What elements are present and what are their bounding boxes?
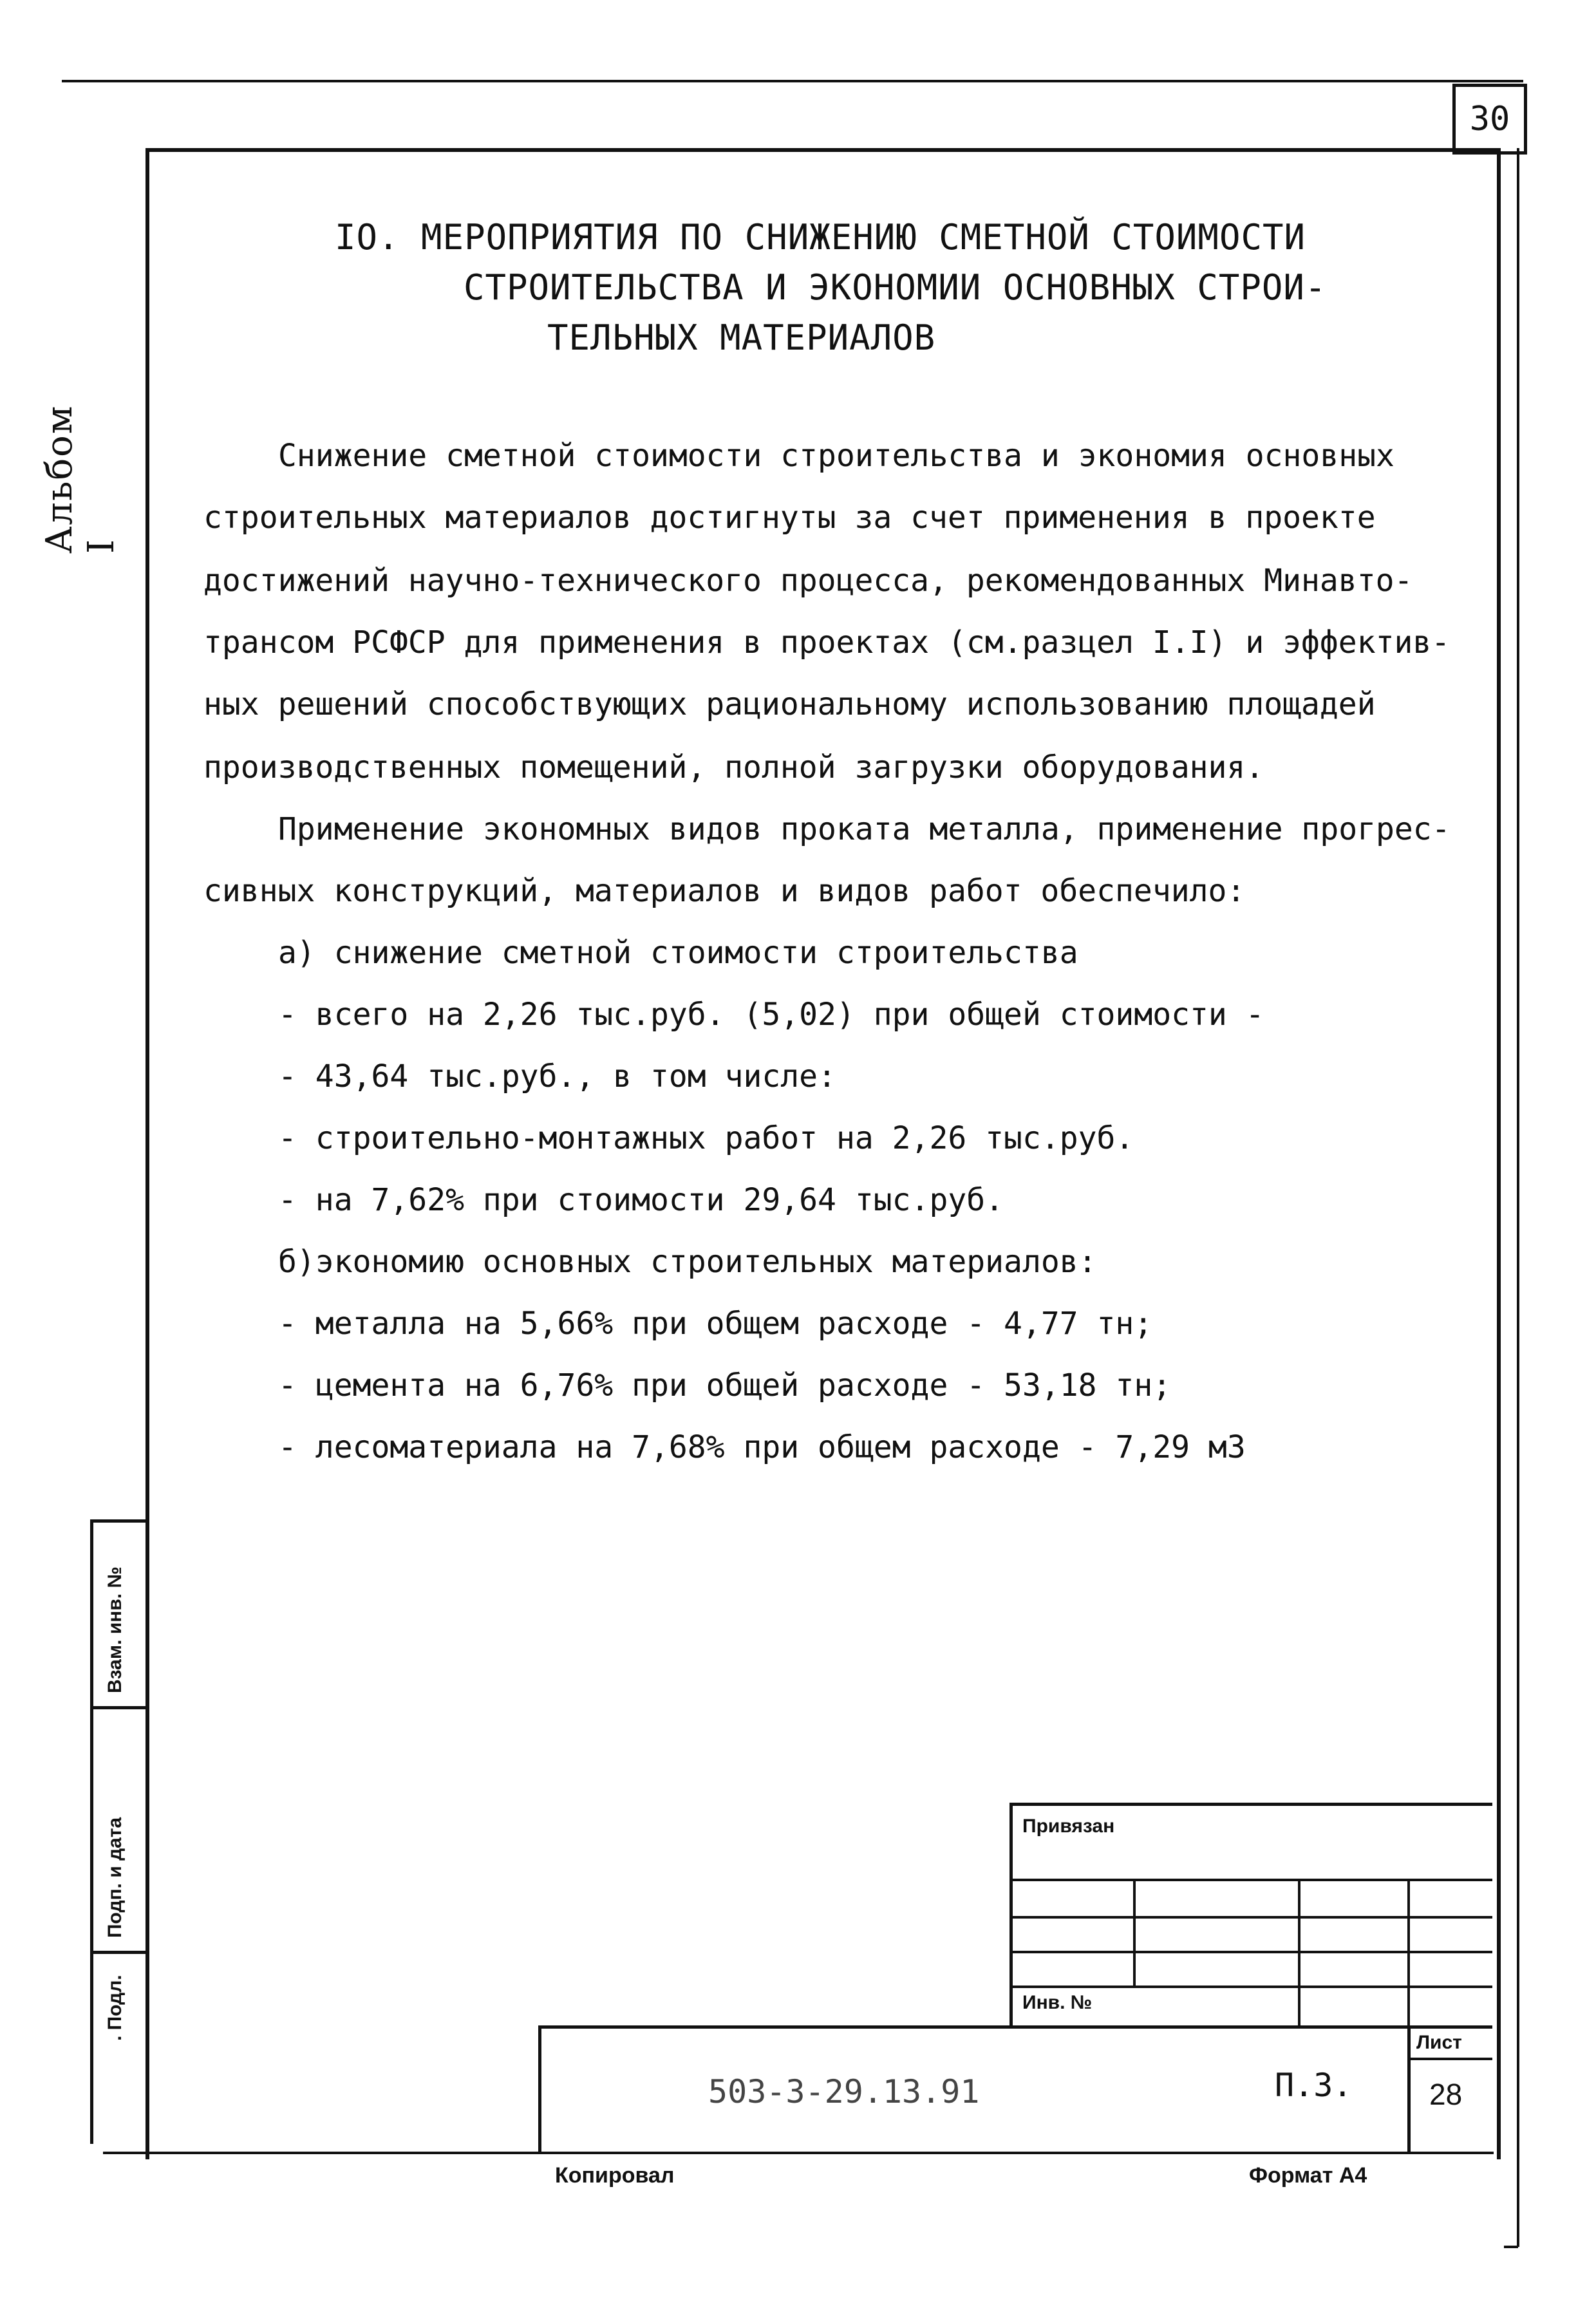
side-row-3	[90, 1951, 148, 1954]
titleblock-bottom	[103, 2152, 1494, 2154]
stamp-row-2	[1009, 1916, 1492, 1919]
side-row-2	[90, 1706, 148, 1709]
title-line-3: ТЕЛЬНЫХ МАТЕРИАЛОВ	[547, 317, 936, 358]
body-line: ных решений способствующих рациональному использованию площадей	[203, 686, 1376, 722]
title-line-1: IO. МЕРОПРИЯТИЯ ПО СНИЖЕНИЮ СМЕТНОЙ СТОИМОСТИ	[335, 217, 1306, 258]
stamp-left	[1009, 1803, 1013, 2028]
body-line: - всего на 2,26 тыс.руб. (5,02) при общей стоимости -	[278, 997, 1264, 1033]
body-line: производственных помещений, полной загрузки оборудования.	[203, 749, 1264, 785]
stamp-col-1	[1133, 1879, 1136, 1986]
right-edge-line	[1517, 148, 1519, 2247]
titleblock-top	[538, 2025, 1492, 2029]
titleblock-list-sep	[1407, 2025, 1411, 2154]
format-label: Формат А4	[1249, 2163, 1367, 2188]
list-label: Лист	[1416, 2032, 1462, 2053]
body-line: - цемента на 6,76% при общей расходе - 53,18 тн;	[278, 1367, 1172, 1404]
privyazan-label: Привязан	[1022, 1816, 1115, 1837]
inv-podl-label: . Подл.	[104, 1975, 126, 2041]
body-line: - металла на 5,66% при общем расходе - 4,77 тн;	[278, 1306, 1153, 1342]
side-column-left	[90, 1519, 93, 2144]
podp-data-label: Подп. и дата	[104, 1817, 126, 1938]
right-edge-hook	[1504, 2246, 1518, 2248]
title-line-2: СТРОИТЕЛЬСТВА И ЭКОНОМИИ ОСНОВНЫХ СТРОИ-	[464, 267, 1327, 308]
section-title	[335, 212, 1365, 363]
body-line: Применение экономных видов проката металла, применение прогрес-	[278, 811, 1450, 847]
sheet-number: 30	[1469, 100, 1510, 138]
body-line: сивных конструкций, материалов и видов работ обеспечило:	[203, 873, 1246, 909]
body-line: - 43,64 тыс.руб., в том числе:	[278, 1058, 836, 1094]
body-line: - лесоматериала на 7,68% при общем расходе - 7,29 м3	[278, 1429, 1246, 1465]
stamp-col-3	[1407, 1879, 1410, 2027]
body-line: - строительно-монтажных работ на 2,26 тыс.руб.	[278, 1120, 1134, 1156]
body-line: достижений научно-технического процесса, рекомендованных Минавто-	[203, 563, 1413, 599]
list-number: 28	[1429, 2078, 1463, 2111]
body-line: трансом РСФСР для применения в проектах (см.разцел I.I) и эффектив-	[203, 624, 1450, 661]
stamp-col-2	[1298, 1879, 1300, 2027]
inv-no-label: Инв. №	[1022, 1992, 1093, 2013]
titleblock-list-row	[1407, 2058, 1492, 2060]
body-line: а) снижение сметной стоимости строительства	[278, 935, 1078, 971]
stamp-top	[1009, 1803, 1492, 1806]
doc-code: 503-3-29.13.91	[708, 2073, 980, 2110]
sheet-number-box	[1452, 84, 1527, 155]
section-number: П.3.	[1275, 2067, 1353, 2104]
stamp-row-3	[1009, 1951, 1492, 1953]
stamp-row-1	[1009, 1879, 1492, 1881]
body-line: строительных материалов достигнуты за счет применения в проекте	[203, 500, 1376, 536]
body-line: - на 7,62% при стоимости 29,64 тыс.руб.	[278, 1182, 1004, 1218]
top-rule	[62, 80, 1523, 82]
stamp-row-4	[1009, 1986, 1492, 1988]
body-line: б)экономию основных строительных материалов:	[278, 1244, 1097, 1280]
titleblock-left	[538, 2025, 541, 2154]
side-row-1	[90, 1519, 148, 1523]
album-label: Альбом I	[39, 404, 122, 554]
body-line: Снижение сметной стоимости строительства и экономия основных	[278, 438, 1394, 474]
kopiroval-label: Копировал	[555, 2163, 675, 2188]
vzam-inv-label: Взам. инв. №	[104, 1566, 126, 1693]
